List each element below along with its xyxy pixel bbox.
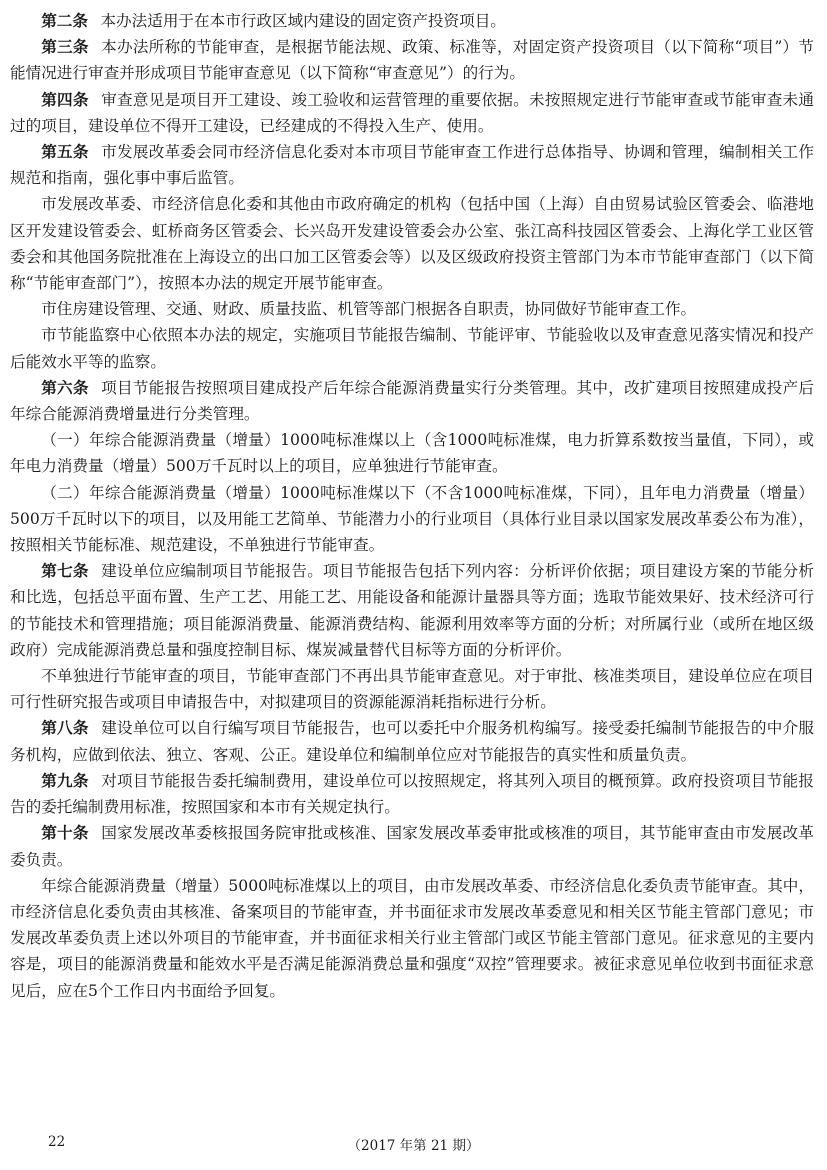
paragraph-text: 本办法所称的节能审查，是根据节能法规、政策、标准等，对固定资产投资项目（以下简称“项目”）节能情况进行审查并形成项目节能审查意见（以下简称“审查意见”）的行为。: [10, 38, 814, 83]
paragraph: [10, 87, 814, 139]
document-body: [10, 8, 814, 1004]
paragraph-text: 市节能监察中心依照本办法的规定，实施项目节能报告编制、节能评审、节能验收以及审查意见落实情况和投产后能效水平等的监察。: [10, 326, 814, 371]
paragraph-text: 国家发展改革委核报国务院审批或核准、国家发展改革委审批或核准的项目，其节能审查由市发展改革委负责。: [10, 824, 814, 869]
paragraph: [10, 768, 814, 820]
paragraph: [10, 427, 814, 479]
paragraph: [10, 296, 814, 322]
paragraph-text: 审查意见是项目开工建设、竣工验收和运营管理的重要依据。未按照规定进行节能审查或节能审查未通过的项目，建设单位不得开工建设，已经建成的不得投入生产、使用。: [10, 90, 814, 135]
paragraph: [10, 322, 814, 374]
paragraph: [10, 715, 814, 767]
paragraph: [10, 8, 814, 34]
paragraph: [10, 34, 814, 86]
paragraph: [10, 191, 814, 296]
page-footer: [0, 1134, 827, 1158]
paragraph-text: 市发展改革委、市经济信息化委和其他由市政府确定的机构（包括中国（上海）自由贸易试验区管委会、临港地区开发建设管委会、虹桥商务区管委会、长兴岛开发建设管委会办公室、张江高科技园区管委会、上海化学工业区管委会和其他国务院批准在上海设立的出口加工区管委会等）以及区级政府投资主管部门为本市节能审查部门（以下简称“节能审查部门”），按照本办法的规定开展节能审查。: [10, 195, 814, 293]
article-number: 第六条: [41, 377, 89, 397]
paragraph-text: 本办法适用于在本市行政区域内建设的固定资产投资项目。: [100, 12, 506, 30]
issue-label: （2017 年第 21 期）: [347, 1138, 480, 1154]
paragraph: [10, 558, 814, 663]
paragraph: [10, 375, 814, 427]
article-number: 第五条: [41, 142, 89, 162]
article-number: 第七条: [41, 561, 89, 581]
paragraph-text: 市住房建设管理、交通、财政、质量技监、机管等部门根据各自职责，协同做好节能审查工作。: [41, 300, 697, 319]
paragraph-text: 建设单位应编制项目节能报告。项目节能报告包括下列内容：分析评价依据；项目建设方案的节能分析和比选，包括总平面布置、生产工艺、用能工艺、用能设备和能源计量器具等方面；选取节能效果好、技术经济可行的节能技术和管理措施；项目能源消费量、能源消费结构、能源利用效率等方面的分析；对所属行业（或所在地区级政府）完成能源消费总量和强度控制目标、煤炭减量替代目标等方面的分析评价。: [10, 562, 814, 659]
article-number: 第三条: [41, 37, 89, 57]
article-number: 第二条: [41, 11, 88, 30]
page-number: 22: [48, 1134, 66, 1150]
article-number: 第四条: [41, 89, 89, 109]
paragraph: [10, 873, 814, 1004]
paragraph-text: 项目节能报告按照项目建成投产后年综合能源消费量实行分类管理。其中，改扩建项目按照建成投产后年综合能源消费增量进行分类管理。: [10, 378, 814, 424]
paragraph: [10, 820, 814, 872]
paragraph: [10, 480, 814, 559]
article-number: 第八条: [41, 718, 89, 738]
paragraph-text: 不单独进行节能审查的项目，节能审查部门不再出具节能审查意见。对于审批、核准类项目，建设单位应在项目可行性研究报告或项目申请报告中，对拟建项目的资源能源消耗指标进行分析。: [10, 667, 814, 712]
paragraph-text: 对项目节能报告委托编制费用，建设单位可以按照规定，将其列入项目的概预算。政府投资项目节能报告的委托编制费用标准，按照国家和本市有关规定执行。: [10, 771, 814, 817]
paragraph-text: 年综合能源消费量（增量）5000吨标准煤以上的项目，由市发展改革委、市经济信息化委负责节能审查。其中，市经济信息化委负责由其核准、备案项目的节能审查，并书面征求市发展改革委意见和相关区节能主管部门意见；市发展改革委负责上述以外项目的节能审查，并书面征求相关行业主管部门或区节能主管部门意见。征求意见的主要内容是，项目的能源消费量和能效水平是否满足能源消费总量和强度“双控”管理要求。被征求意见单位收到书面征求意见后，应在5个工作日内书面给予回复。: [10, 876, 814, 1000]
paragraph-text: 市发展改革委会同市经济信息化委对本市项目节能审查工作进行总体指导、协调和管理，编制相关工作规范和指南，强化事中事后监管。: [10, 143, 814, 188]
paragraph-text: （二）年综合能源消费量（增量）1000吨标准煤以下（不含1000吨标准煤，下同），且年电力消费量（增量）500万千瓦时以下的项目，以及用能工艺简单、节能潜力小的行业项目（具体行业目录以国家发展改革委公布为准），按照相关节能标准、规范建设，不单独进行节能审查。: [10, 483, 814, 555]
paragraph: [10, 663, 814, 715]
paragraph-text: （一）年综合能源消费量（增量）1000吨标准煤以上（含1000吨标准煤，电力折算系数按当量值，下同），或年电力消费量（增量）500万千瓦时以上的项目，应单独进行节能审查。: [10, 431, 814, 476]
paragraph: [10, 139, 814, 191]
paragraph-text: 建设单位可以自行编写项目节能报告，也可以委托中介服务机构编写。接受委托编制节能报告的中介服务机构，应做到依法、独立、客观、公正。建设单位和编制单位应对节能报告的真实性和质量负责。: [10, 719, 814, 764]
article-number: 第九条: [41, 770, 89, 790]
article-number: 第十条: [41, 823, 89, 843]
